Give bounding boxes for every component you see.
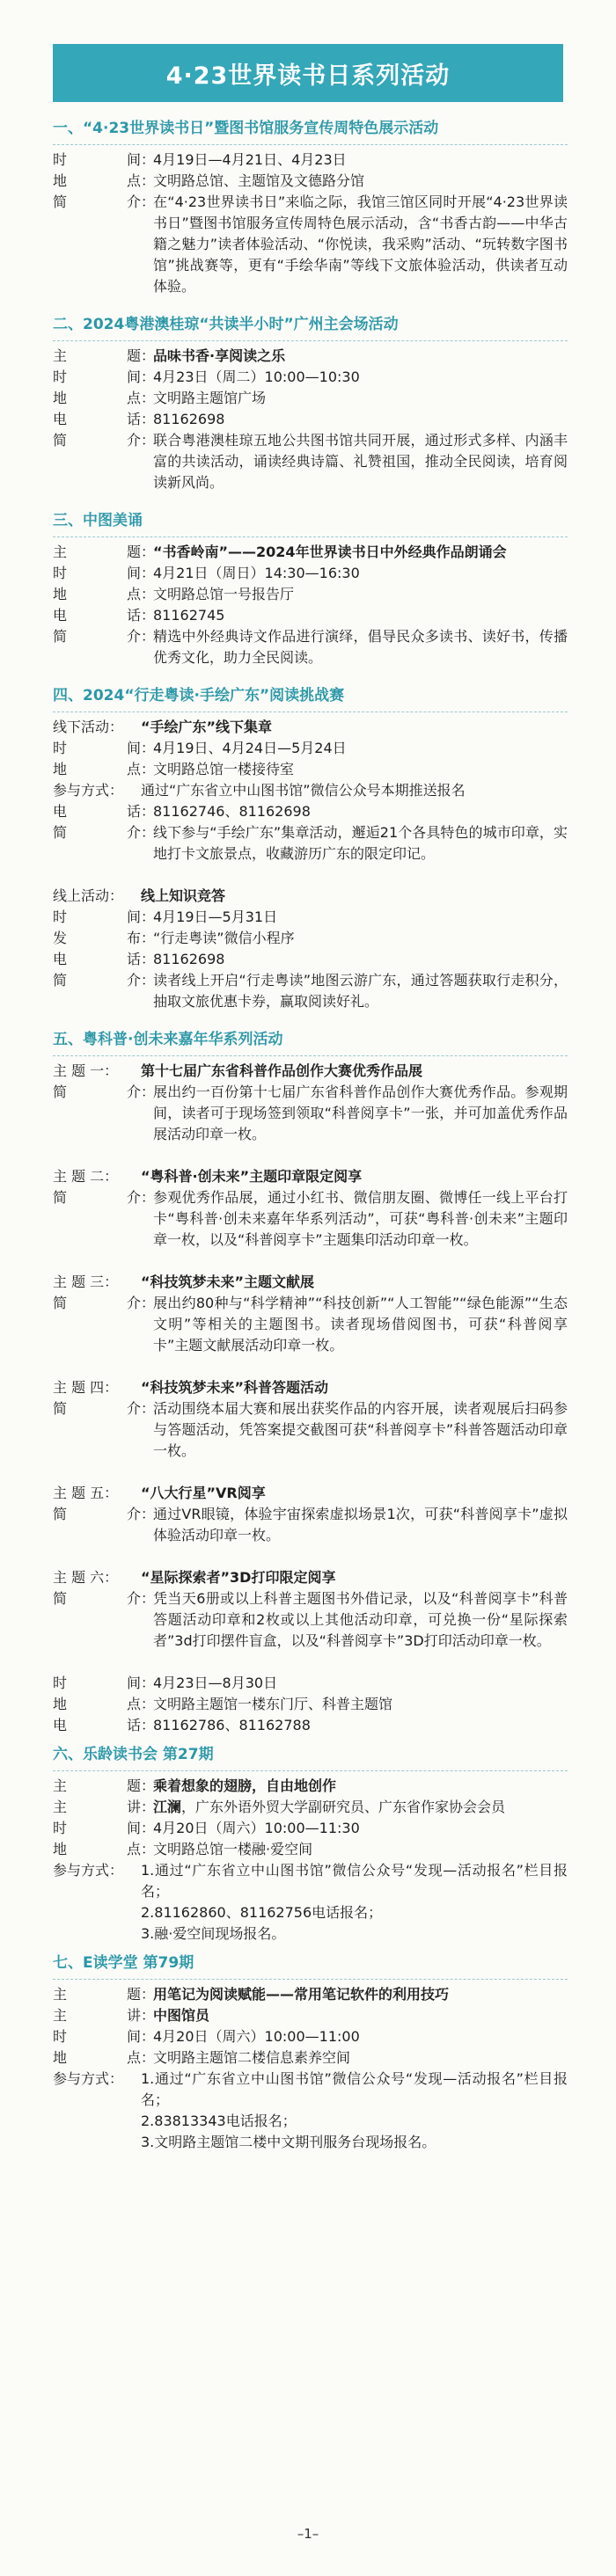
intro-label: 简 介 — [53, 1506, 141, 1522]
theme-value: 品味书香·享阅读之乐 — [153, 347, 286, 364]
theme-label: 主 题 — [53, 544, 141, 560]
theme-4-value: “科技筑梦未来”科普答题活动 — [141, 1379, 329, 1396]
intro-value: 联合粤港澳桂琼五地公共图书馆共同开展，通过形式多样、内涵丰富的共读活动，诵读经典诗篇、礼赞祖国，推动全民阅读，培育阅读新风尚。 — [153, 432, 568, 491]
section-divider — [53, 1770, 568, 1771]
intro-value: 活动围绕本届大赛和展出获奖作品的内容开展，读者观展后扫码参与答题活动，凭答案提交截图可获“科普阅享卡”科普答题活动印章一枚。 — [153, 1400, 568, 1459]
intro-value: 凭当天6册或以上科普主题图书外借记录，以及“科普阅享卡”科普答题活动印章和2枚或以上其他活动印章，可兑换一份“星际探索者”3d打印摆件盲盒，以及“科普阅享卡”3D打印活动印章一枚。 — [153, 1590, 568, 1649]
section-title: 二、2024粤港澳桂琼“共读半小时”广州主会场活动 — [53, 316, 399, 333]
section-title: 一、“4·23世界读书日”暨图书馆服务宣传周特色展示活动 — [53, 120, 439, 137]
place-label: 地 点 — [53, 172, 141, 189]
intro-value: 展出约一百份第十七届广东省科普作品创作大赛优秀作品。参观期间，读者可于现场签到领取“科普阅享卡”一张，并可加盖优秀作品展活动印章一枚。 — [153, 1084, 568, 1142]
intro-label: 简 介 — [53, 1084, 141, 1100]
place-value: 文明路总馆、主题馆及文德路分馆 — [153, 172, 365, 189]
place-value: 文明路主题馆广场 — [153, 390, 267, 406]
section-title: 五、粤科普·创未来嘉年华系列活动 — [53, 1031, 283, 1048]
intro-label: 简 介 — [53, 432, 141, 449]
method-value: 通过“广东省立中山图书馆”微信公众号本期推送报名 — [141, 782, 466, 799]
section-divider — [53, 340, 568, 341]
intro-label: 简 介 — [53, 972, 141, 989]
time-value: 4月19日—4月21日、4月23日 — [153, 151, 347, 168]
phone-value: 81162698 — [153, 411, 225, 427]
section-5: 五、粤科普·创未来嘉年华系列活动 主 题 一： 第十七届广东省科普作品创作大赛优秀作品展 简 介 ： 展出约一百份第十七届广东省科普作品创作大赛优秀作品。参观期间，读者可于现场签到领取“科普阅享卡”一张，并可加盖优秀作品展活动印章一枚。 主 题 二： “粤科普·创未来”主题印章限定阅享 简 介 ： 参观优秀作品展，通过小红书、微信朋友圈、微博任一线上平台打卡“粤科普·创未来嘉年华系列活动”，可获“粤科普·创未来”主题印章一枚，以及“科普阅享卡”主题集印活动印章一枚。 主 题 三： “科技筑梦未来”主题文献展 简 介 ： 展出约80种与“科学精神”“科技创新”“人工智能”“绿色能源”“生态文明”等相关的主题图书。读者现场借阅图书，可获“科普阅享卡”主题文献展活动印章一枚。 主 题 四： “科技筑梦未来”科普答题活动 简 介 ： 活动围绕本届大赛和展出获奖作品的内容开展，读者观展后扫码参与答题活动，凭答案提交截图可获“科普阅享卡”科普答题活动印章一枚。 主 题 五： “八大行星”VR阅享 简 介 ： 通过VR眼镜，体验宇宙探索虚拟场景1次，可获“科普阅享卡”虚拟体验活动印章一枚。 主 题 六： “星际探索者”3D打印限定阅享 简 介 ： 凭当天6册或以上科普主题图书外借记录，以及“科普阅享卡”科普答题活动印章和2枚或以上其他活动印章，可兑换一份“星际探索者”3d打印摆件盲盒，以及“科普阅享卡”3D打印活动印章一枚。 时 间 ： 4月23日—8月30日 地 点 ： 文明路主题馆一楼东门厅、科普主题馆 电 话 ： 81162786、81162788 — [53, 1028, 568, 1736]
phone-value: 81162698 — [153, 951, 225, 967]
intro-value: 线下参与“手绘广东”集章活动，邂逅21个各具特色的城市印章，实地打卡文旅景点，收藏游历广东的限定印记。 — [153, 824, 568, 862]
phone-value: 81162786、81162788 — [153, 1717, 311, 1733]
theme-value: 乘着想象的翅膀，自由地创作 — [153, 1777, 337, 1794]
intro-label: 简 介 — [53, 193, 141, 210]
section-divider — [53, 1055, 568, 1056]
section-title: 六、乐龄读书会 第27期 — [53, 1746, 214, 1763]
activity-list — [53, 117, 568, 2153]
speaker-bio: ，广东外语外贸大学副研究员、广东省作家协会会员 — [181, 1799, 506, 1815]
publish-value: “行走粤读”微信小程序 — [153, 930, 295, 946]
method-label: 参与方式： — [53, 782, 124, 799]
time-value: 4月21日（周日）14:30—16:30 — [153, 565, 360, 581]
time-value: 4月23日（周二）10:00—10:30 — [153, 369, 360, 385]
method-item: 3.文明路主题馆二楼中文期刊服务台现场报名。 — [141, 2134, 436, 2150]
intro-label: 简 介 — [53, 824, 141, 841]
phone-value: 81162746、81162698 — [153, 803, 311, 820]
intro-label: 简 介 — [53, 1189, 141, 1206]
intro-value: 展出约80种与“科学精神”“科技创新”“人工智能”“绿色能源”“生态文明”等相关的主题图书。读者现场借阅图书，可获“科普阅享卡”主题文献展活动印章一枚。 — [153, 1295, 568, 1354]
theme-value: 用笔记为阅读赋能——常用笔记软件的利用技巧 — [153, 1986, 450, 2003]
theme-4-label: 主 题 四： — [53, 1379, 119, 1396]
publish-label: 发 布 — [53, 930, 141, 946]
theme-2-label: 主 题 二： — [53, 1168, 119, 1185]
page-number: –1– — [297, 2526, 319, 2542]
section-title: 四、2024“行走粤读·手绘广东”阅读挑战赛 — [53, 687, 345, 704]
time-label: 时 间 — [53, 1820, 141, 1836]
phone-label: 电 话 — [53, 411, 141, 427]
section-6: 六、乐龄读书会 第27期 主 题 ： 乘着想象的翅膀，自由地创作 主 讲 ： 江澜，广东外语外贸大学副研究员、广东省作家协会会员 时 间 ： 4月20日（周六）10:00—11:30 地 点 ： 文明路总馆一楼融·爱空间 参与方式： 1.通过“广东省立中山图书馆”微信公众号“发现—活动报名”栏目报名； 2.81162860、81162756电话报名； 3.融·爱空间现场报名。 — [53, 1743, 568, 1945]
section-title: 三、中图美诵 — [53, 512, 143, 529]
method-label: 参与方式： — [53, 1862, 124, 1879]
theme-value: “书香岭南”——2024年世界读书日中外经典作品朗诵会 — [153, 544, 507, 560]
method-label: 参与方式： — [53, 2070, 124, 2087]
theme-5-label: 主 题 五： — [53, 1485, 119, 1501]
method-item: 3.融·爱空间现场报名。 — [141, 1925, 286, 1942]
time-value: 4月23日—8月30日 — [153, 1675, 278, 1691]
time-value: 4月20日（周六）10:00—11:00 — [153, 2028, 360, 2045]
section-divider — [53, 536, 568, 537]
theme-1-value: 第十七届广东省科普作品创作大赛优秀作品展 — [141, 1062, 423, 1079]
section-divider — [53, 144, 568, 145]
theme-5-value: “八大行星”VR阅享 — [141, 1485, 266, 1501]
place-value: 文明路总馆一楼接待室 — [153, 761, 295, 777]
online-value: 线上知识竞答 — [141, 887, 226, 904]
phone-label: 电 话 — [53, 607, 141, 624]
theme-label: 主 题 — [53, 1777, 141, 1794]
theme-2-value: “粤科普·创未来”主题印章限定阅享 — [141, 1168, 363, 1185]
theme-6-value: “星际探索者”3D打印限定阅享 — [141, 1569, 336, 1586]
time-label: 时 间 — [53, 909, 141, 925]
speaker-value: 中图馆员 — [153, 2007, 210, 2024]
theme-label: 主 题 — [53, 347, 141, 364]
place-value: 文明路主题馆一楼东门厅、科普主题馆 — [153, 1696, 393, 1712]
time-label: 时 间 — [53, 565, 141, 581]
section-title: 七、E读学堂 第79期 — [53, 1954, 194, 1972]
section-3: 三、中图美诵 主 题 ： “书香岭南”——2024年世界读书日中外经典作品朗诵会 时 间 ： 4月21日（周日）14:30—16:30 地 点 ： 文明路总馆一号报告厅 电 话 ： 81162745 简 介 ： 精选中外经典诗文作品进行演绎，倡导民众多读书、读好书，传播优秀文化，助力全民阅读。 — [53, 509, 568, 668]
phone-label: 电 话 — [53, 951, 141, 967]
place-label: 地 点 — [53, 761, 141, 777]
method-item: 1.通过“广东省立中山图书馆”微信公众号“发现—活动报名”栏目报名； — [141, 2070, 568, 2108]
speaker-label: 主 讲 — [53, 2007, 141, 2024]
speaker-name: 江澜 — [153, 1799, 182, 1815]
section-4: 四、2024“行走粤读·手绘广东”阅读挑战赛 线下活动： “手绘广东”线下集章 时 间 ： 4月19日、4月24日—5月24日 地 点 ： 文明路总馆一楼接待室 参与方式： 通过“广东省立中山图书馆”微信公众号本期推送报名 电 话 ： 81162746、81162698 简 介 ： 线下参与“手绘广东”集章活动，邂逅21个各具特色的城市印章，实地打卡文旅景点，收藏游历广东的限定印记。 线上活动： 线上知识竞答 时 间 ： 4月19日—5月31日 发 布 ： “行走粤读”微信小程序 电 话 ： 81162698 简 介 ： 读者线上开启“行走粤读”地图云游广东，通过答题获取行走积分，抽取文旅优惠卡券，赢取阅读好礼。 — [53, 684, 568, 1012]
intro-value: 通过VR眼镜，体验宇宙探索虚拟场景1次，可获“科普阅享卡”虚拟体验活动印章一枚。 — [153, 1506, 568, 1543]
phone-value: 81162745 — [153, 607, 225, 624]
method-item: 2.83813343电话报名； — [141, 2113, 297, 2129]
section-divider — [53, 1979, 568, 1980]
method-list — [141, 2069, 568, 2153]
time-value: 4月19日—5月31日 — [153, 909, 278, 925]
place-label: 地 点 — [53, 2049, 141, 2066]
place-value: 文明路总馆一号报告厅 — [153, 586, 295, 602]
time-label: 时 间 — [53, 151, 141, 168]
intro-value: 读者线上开启“行走粤读”地图云游广东，通过答题获取行走积分，抽取文旅优惠卡券，赢取阅读好礼。 — [153, 972, 568, 1010]
theme-label: 主 题 — [53, 1986, 141, 2003]
intro-value: 在“4·23世界读书日”来临之际，我馆三馆区同时开展“4·23世界读书日”暨图书馆服务宣传周特色展示活动，含“书香古韵——中华古籍之魅力”读者体验活动、“你悦读，我采购”活动、“玩转数字图书馆”挑战赛等，更有“手绘华南”等线下文旅体验活动，供读者互动体验。 — [153, 193, 568, 295]
intro-label: 简 介 — [53, 1590, 141, 1607]
method-item: 2.81162860、81162756电话报名； — [141, 1904, 383, 1921]
phone-label: 电 话 — [53, 1717, 141, 1733]
time-value: 4月19日、4月24日—5月24日 — [153, 740, 347, 756]
place-value: 文明路主题馆二楼信息素养空间 — [153, 2049, 351, 2066]
intro-label: 简 介 — [53, 1295, 141, 1311]
place-label: 地 点 — [53, 1696, 141, 1712]
speaker-label: 主 讲 — [53, 1799, 141, 1815]
intro-value: 参观优秀作品展，通过小红书、微信朋友圈、微博任一线上平台打卡“粤科普·创未来嘉年华系列活动”，可获“粤科普·创未来”主题印章一枚，以及“科普阅享卡”主题集印活动印章一枚。 — [153, 1189, 568, 1248]
intro-label: 简 介 — [53, 1400, 141, 1417]
section-7: 七、E读学堂 第79期 主 题 ： 用笔记为阅读赋能——常用笔记软件的利用技巧 主 讲 ： 中图馆员 时 间 ： 4月20日（周六）10:00—11:00 地 点 ： 文明路主题馆二楼信息素养空间 参与方式： 1.通过“广东省立中山图书馆”微信公众号“发现—活动报名”栏目报名； 2.83813343电话报名； 3.文明路主题馆二楼中文期刊服务台现场报名。 — [53, 1952, 568, 2153]
method-list — [141, 1860, 568, 1945]
place-label: 地 点 — [53, 586, 141, 602]
method-item: 1.通过“广东省立中山图书馆”微信公众号“发现—活动报名”栏目报名； — [141, 1862, 568, 1900]
time-label: 时 间 — [53, 2028, 141, 2045]
offline-label: 线下活动： — [53, 719, 124, 735]
place-label: 地 点 — [53, 1841, 141, 1857]
time-value: 4月20日（周六）10:00—11:30 — [153, 1820, 360, 1836]
intro-label: 简 介 — [53, 628, 141, 645]
theme-6-label: 主 题 六： — [53, 1569, 119, 1586]
section-2: 二、2024粤港澳桂琼“共读半小时”广州主会场活动 主 题 ： 品味书香·享阅读之乐 时 间 ： 4月23日（周二）10:00—10:30 地 点 ： 文明路主题馆广场 电 话 ： 81162698 简 介 ： 联合粤港澳桂琼五地公共图书馆共同开展，通过形式多样、内涵丰富的共读活动，诵读经典诗篇、礼赞祖国，推动全民阅读，培育阅读新风尚。 — [53, 313, 568, 493]
speaker-value — [153, 1797, 568, 1818]
place-value: 文明路总馆一楼融·爱空间 — [153, 1841, 313, 1857]
page-header-banner — [53, 44, 563, 102]
page-title: 4·23世界读书日系列活动 — [165, 62, 451, 90]
intro-value: 精选中外经典诗文作品进行演绎，倡导民众多读书、读好书，传播优秀文化，助力全民阅读。 — [153, 628, 568, 666]
online-label: 线上活动： — [53, 887, 124, 904]
time-label: 时 间 — [53, 1675, 141, 1691]
theme-3-value: “科技筑梦未来”主题文献展 — [141, 1273, 315, 1290]
time-label: 时 间 — [53, 369, 141, 385]
theme-3-label: 主 题 三： — [53, 1273, 119, 1290]
offline-value: “手绘广东”线下集章 — [141, 719, 273, 735]
place-label: 地 点 — [53, 390, 141, 406]
phone-label: 电 话 — [53, 803, 141, 820]
time-label: 时 间 — [53, 740, 141, 756]
theme-1-label: 主 题 一： — [53, 1062, 119, 1079]
section-1: 一、“4·23世界读书日”暨图书馆服务宣传周特色展示活动 时 间 ： 4月19日—4月21日、4月23日 地 点 ： 文明路总馆、主题馆及文德路分馆 简 介 ： 在“4·23世界读书日”来临之际，我馆三馆区同时开展“4·23世界读书日”暨图书馆服务宣传周特色展示活动，含“书香古韵——中华古籍之魅力”读者体验活动、“你悦读，我采购”活动、“玩转数字图书馆”挑战赛等，更有“手绘华南”等线下文旅体验活动，供读者互动体验。 — [53, 117, 568, 297]
